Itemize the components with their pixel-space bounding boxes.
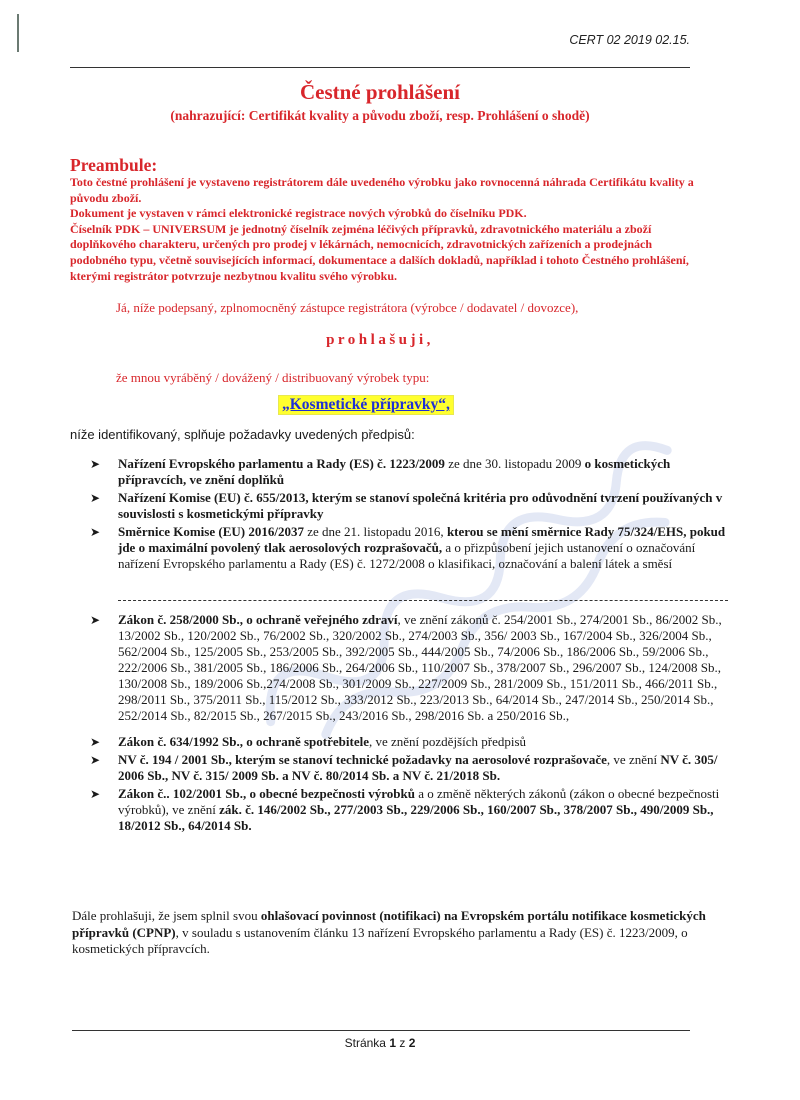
- regulation-text: ze dne 30. listopadu 2009: [444, 456, 585, 471]
- footer-divider: [72, 1030, 690, 1031]
- cpnp-obligation: ohlašovací povinnost (notifikaci) na Evropském portálu notifikace kosmetických přípravků (CPNP): [72, 908, 706, 940]
- cpnp-text: Dále prohlašuji, že jsem splnil svou: [72, 908, 261, 923]
- regulation-title: Zákon č.. 102/2001 Sb., o obecné bezpečnosti výrobků: [118, 786, 415, 801]
- preamble-paragraph-2: Dokument je vystaven v rámci elektronické registrace nových výrobků do číselníku PDK.: [70, 206, 527, 221]
- regulation-title: Směrnice Komise (EU) 2016/2037: [118, 524, 304, 539]
- preamble-paragraph-3: Číselník PDK – UNIVERSUM je jednotný číselník zejména léčivých přípravků, zdravotnického materiálu a zboží doplňkového charakteru, určených pro prodej v lékárnách, nemocnicích, zdravotnických zařízeních a prodejnách podobného typu, včetně souvisejících informací, dokumentace a dalších dokladů, například i tohoto Čestného prohlášení, kterými registrátor potvrzuje nezbytnou kvalitu svého výrobku.: [70, 221, 689, 283]
- regulation-title-cont: o kosmetických přípravcích, ve znění doplňků: [118, 456, 671, 487]
- list-item: [86, 786, 726, 834]
- arrow-bullet-icon: ➤: [90, 753, 101, 767]
- list-item: [86, 490, 726, 522]
- page-number: [0, 1036, 760, 1050]
- arrow-bullet-icon: ➤: [90, 787, 101, 801]
- regulation-text: , ve znění: [606, 752, 661, 767]
- document-title: Čestné prohlášení: [299, 80, 461, 104]
- arrow-bullet-icon: ➤: [90, 613, 101, 627]
- page-current: 1: [389, 1036, 397, 1050]
- regulation-title: Zákon č. 258/2000 Sb., o ochraně veřejného zdraví: [118, 612, 398, 627]
- page-label: Stránka: [344, 1036, 390, 1050]
- regulation-title: Zákon č. 634/1992 Sb., o ochraně spotřebitele: [118, 734, 369, 749]
- declaration-verb: prohlašuji,: [326, 332, 434, 348]
- regulation-text: , ve znění zákonů č. 254/2001 Sb., 274/2001 Sb., 86/2002 Sb., 13/2002 Sb., 120/2002 Sb., 76/2002 Sb., 320/2002 Sb., 274/2003 Sb., 356/ 2003 Sb., 167/2004 Sb., 326/2004 Sb., 562/2004 Sb., 125/2005 Sb., 253/2005 Sb., 392/2005 Sb., 444/2005 Sb., 74/2006 Sb., 186/2006 Sb., 59/2006 Sb., 222/2006 Sb., 381/2005 Sb., 186/2006 Sb., 264/2006 Sb., 110/2007 Sb., 378/2007 Sb., 296/2007 Sb., 124/2008 Sb., 130/2008 Sb., 189/2006 Sb.,274/2008 Sb., 301/2009 Sb., 227/2009 Sb., 281/2009 Sb., 151/2011 Sb., 466/2011 Sb., 298/2011 Sb., 375/2011 Sb., 115/2012 Sb., 333/2012 Sb., 223/2013 Sb., 64/2014 Sb., 247/2014 Sb., 250/2014 Sb., 252/2014 Sb., 82/2015 Sb., 267/2015 Sb., 243/2016 Sb., 298/2016 Sb. a 250/2016 Sb.,: [118, 612, 722, 723]
- product-type: „Kosmetické přípravky“,: [279, 396, 453, 414]
- arrow-bullet-icon: ➤: [90, 525, 101, 539]
- declaration-intro: Já, níže podepsaný, zplnomocněný zástupce registrátora (výrobce / dodavatel / dovozce),: [116, 300, 579, 315]
- cert-code: CERT 02 2019 02.15.: [569, 33, 690, 47]
- list-item: [86, 524, 726, 572]
- document-subtitle: (nahrazující: Certifikát kvality a původu zboží, resp. Prohlášení o shodě): [170, 108, 590, 123]
- scan-edge-mark: [17, 14, 19, 52]
- regulation-title-cont: kterou se mění směrnice Rady 75/324/EHS, pokud jde o maximální povolený tlak aerosolových rozprašovačů,: [118, 524, 726, 555]
- regulation-text-cont: a o přizpůsobení jejich ustanovení o označování nařízení Evropského parlamentu a Rady (ES) č. 1272/2008 o klasifikaci, označování a balení látek a směsí: [118, 540, 696, 571]
- header-divider: [70, 67, 690, 68]
- regulation-text: ze dne 21. listopadu 2016,: [303, 524, 447, 539]
- regulation-title: Nařízení Evropského parlamentu a Rady (ES) č. 1223/2009: [118, 456, 445, 471]
- list-item: [86, 734, 726, 750]
- preamble-heading: Preambule:: [70, 155, 158, 175]
- requirements-statement: níže identifikovaný, splňuje požadavky uvedených předpisů:: [70, 427, 415, 442]
- preamble-paragraph-1: Toto čestné prohlášení je vystaveno registrátorem dále uvedeného výrobku jako rovnocenná náhrada Certifikátu kvality a původu zboží.: [70, 175, 694, 205]
- regulation-title-cont: NV č. 305/ 2006 Sb., NV č. 315/ 2009 Sb. a NV č. 80/2014 Sb. a NV č. 21/2018 Sb.: [118, 752, 718, 783]
- regulation-title: NV č. 194 / 2001 Sb., kterým se stanoví technické požadavky na aerosolové rozprašovače: [118, 752, 607, 767]
- arrow-bullet-icon: ➤: [90, 491, 101, 505]
- arrow-bullet-icon: ➤: [90, 735, 101, 749]
- eu-regulations-list: [86, 456, 726, 574]
- cpnp-text-cont: , v souladu s ustanovením článku 13 nařízení Evropského parlamentu a Rady (ES) č. 1223/2009, o kosmetických přípravcích.: [72, 924, 688, 956]
- section-divider-dashed: [118, 600, 728, 601]
- list-item: [86, 752, 726, 784]
- list-item: [86, 456, 726, 488]
- preamble-section: [70, 155, 710, 284]
- cz-regulations-list: [86, 612, 726, 836]
- page-total: 2: [408, 1036, 416, 1050]
- page-separator: z: [396, 1036, 409, 1050]
- list-item: [86, 612, 726, 724]
- regulation-title-cont: zák. č. 146/2002 Sb., 277/2003 Sb., 229/2006 Sb., 160/2007 Sb., 378/2007 Sb., 490/2009 Sb., 18/2012 Sb., 64/2014 Sb.: [118, 802, 714, 833]
- regulation-text: a o změně některých zákonů (zákon o obecné bezpečnosti výrobků), ve znění: [118, 786, 720, 817]
- declaration-product-type-label: že mnou vyráběný / dovážený / distribuovaný výrobek typu:: [116, 370, 430, 385]
- cpnp-declaration: [72, 908, 708, 958]
- regulation-title: Nařízení Komise (EU) č. 655/2013, kterým se stanoví společná kritéria pro odůvodnění tvrzení používaných v souvislosti s kosmetickými přípravky: [118, 490, 723, 521]
- arrow-bullet-icon: ➤: [90, 457, 101, 471]
- regulation-text: , ve znění pozdějších předpisů: [368, 734, 527, 749]
